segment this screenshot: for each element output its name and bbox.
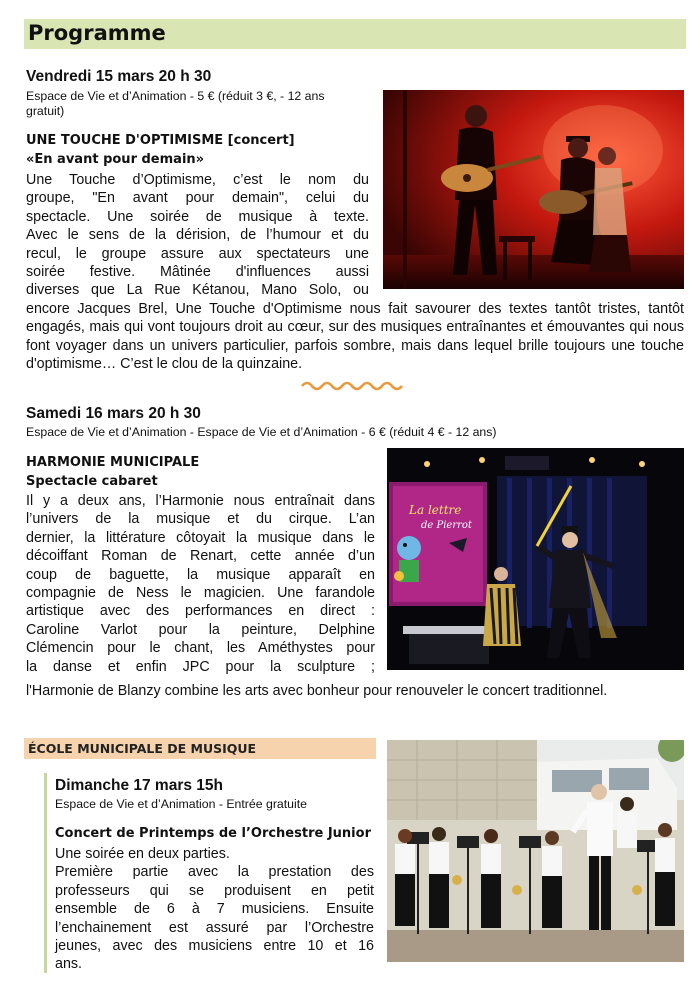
text-line: dernier, la littérature côtoyait la musique dans le <box>26 529 375 546</box>
text-line: coup de baguette, la musique apparaît en <box>26 566 375 583</box>
text-line: Il y a deux ans, l’Harmonie nous entraînait dans <box>26 493 375 509</box>
event2-text-wrapped <box>26 492 375 676</box>
event2-subtitle: Spectacle cabaret <box>26 474 158 489</box>
section-header-school <box>24 738 376 759</box>
event1-text-wrapped <box>26 171 369 300</box>
event1-subtitle: «En avant pour demain» <box>26 152 205 167</box>
orchestra-photo-illustration <box>387 740 684 962</box>
text-line: groupe, "En avant pour demain", celui du <box>26 190 369 207</box>
concert-photo <box>383 90 684 289</box>
concert-photo-illustration <box>383 90 684 289</box>
text-line: soirée festive. Mâtinée d'influences aussi <box>26 264 369 281</box>
text-line: Une Touche d’Optimisme, c’est le nom du <box>26 172 369 188</box>
text-line: Caroline Varlot pour la peinture, Delphine <box>26 621 375 638</box>
school-venue: Espace de Vie et d’Animation - Entrée gratuite <box>55 797 308 811</box>
school-section-rule <box>44 773 47 973</box>
text-line: compagnie de Ness le magicien. Une farandole <box>26 585 375 602</box>
text-line: l’enchainement est assuré par l’Orchestre <box>55 919 374 936</box>
text-line: recul, le groupe assure aux spectateurs une <box>26 245 369 262</box>
event2-date: Samedi 16 mars 20 h 30 <box>26 405 201 422</box>
event2-venue: Espace de Vie et d’Animation - Espace de Vie et d’Animation - 6 € (réduit 4 € - 12 ans) <box>26 425 497 439</box>
event1-text-rest: encore Jacques Brel, Une Touche d'Optimisme nous fait savourer des textes tantôt tristes, tantôt engagés, mais qui vont toujours droit au cœur, sur des musiques entraînantes et émouvantes qui nous font voyager dans un univers particulier, parfois sombre, mais dans lequel brille toujours une touche d'optimisme… C’est le clou de la quinzaine. <box>26 301 684 373</box>
tilde-separator-icon <box>300 379 410 393</box>
text-line: décoiffant Roman de Renart, cette année d’un <box>26 548 375 565</box>
event1-venue-line: gratuit) <box>26 104 65 118</box>
text-line: la danse et enfin JPC pour la sculpture ; <box>26 658 375 675</box>
screen-text-1: La lettre <box>409 503 462 517</box>
page-title: Programme <box>28 21 166 45</box>
school-heading: ÉCOLE MUNICIPALE DE MUSIQUE <box>28 741 257 756</box>
text-line: Avec le sens de la dérision, de l’humour et du <box>26 227 369 244</box>
school-title: Concert de Printemps de l’Orchestre Junior <box>55 826 371 841</box>
event2-text-rest: l'Harmonie de Blanzy combine les arts avec bonheur pour renouveler le concert traditionnel. <box>26 683 608 699</box>
text-line: spectacle. Une soirée de musique à texte. <box>26 208 369 225</box>
text-line: diverses que La Rue Kétanou, Mano Solo, ou <box>26 282 369 299</box>
screen-text-2: de Pierrot <box>421 520 472 531</box>
text-line: Clémencin pour le chant, les Améthystes pour <box>26 640 375 657</box>
school-text <box>55 845 374 974</box>
event2-title: HARMONIE MUNICIPALE <box>26 455 200 470</box>
section-separator <box>300 379 410 393</box>
text-line: artistique avec des performances en direct : <box>26 603 375 620</box>
text-line: l’univers de la musique et du cirque. L’an <box>26 511 375 528</box>
cabaret-photo-illustration <box>387 448 684 670</box>
text-line: jeunes, avec des musiciens entre 10 et 16 <box>55 938 374 955</box>
text-line: professeurs qui se produisent en petit <box>55 882 374 899</box>
text-line: ans. <box>55 956 83 973</box>
section-header-programme <box>24 19 686 49</box>
orchestra-photo <box>387 740 684 962</box>
school-date: Dimanche 17 mars 15h <box>55 777 224 794</box>
event1-venue <box>26 89 325 119</box>
event1-date: Vendredi 15 mars 20 h 30 <box>26 68 212 85</box>
event1-title: UNE TOUCHE D'OPTIMISME [concert] <box>26 133 295 148</box>
event1-venue-line: Espace de Vie et d’Animation - 5 € (réduit 3 €, - 12 ans <box>26 89 325 103</box>
text-line: ensemble de 6 à 7 musiciens. Ensuite <box>55 901 374 918</box>
cabaret-photo <box>387 448 684 670</box>
text-line: Première partie avec la prestation des <box>55 864 374 881</box>
text-line: Une soirée en deux parties. <box>55 846 230 862</box>
